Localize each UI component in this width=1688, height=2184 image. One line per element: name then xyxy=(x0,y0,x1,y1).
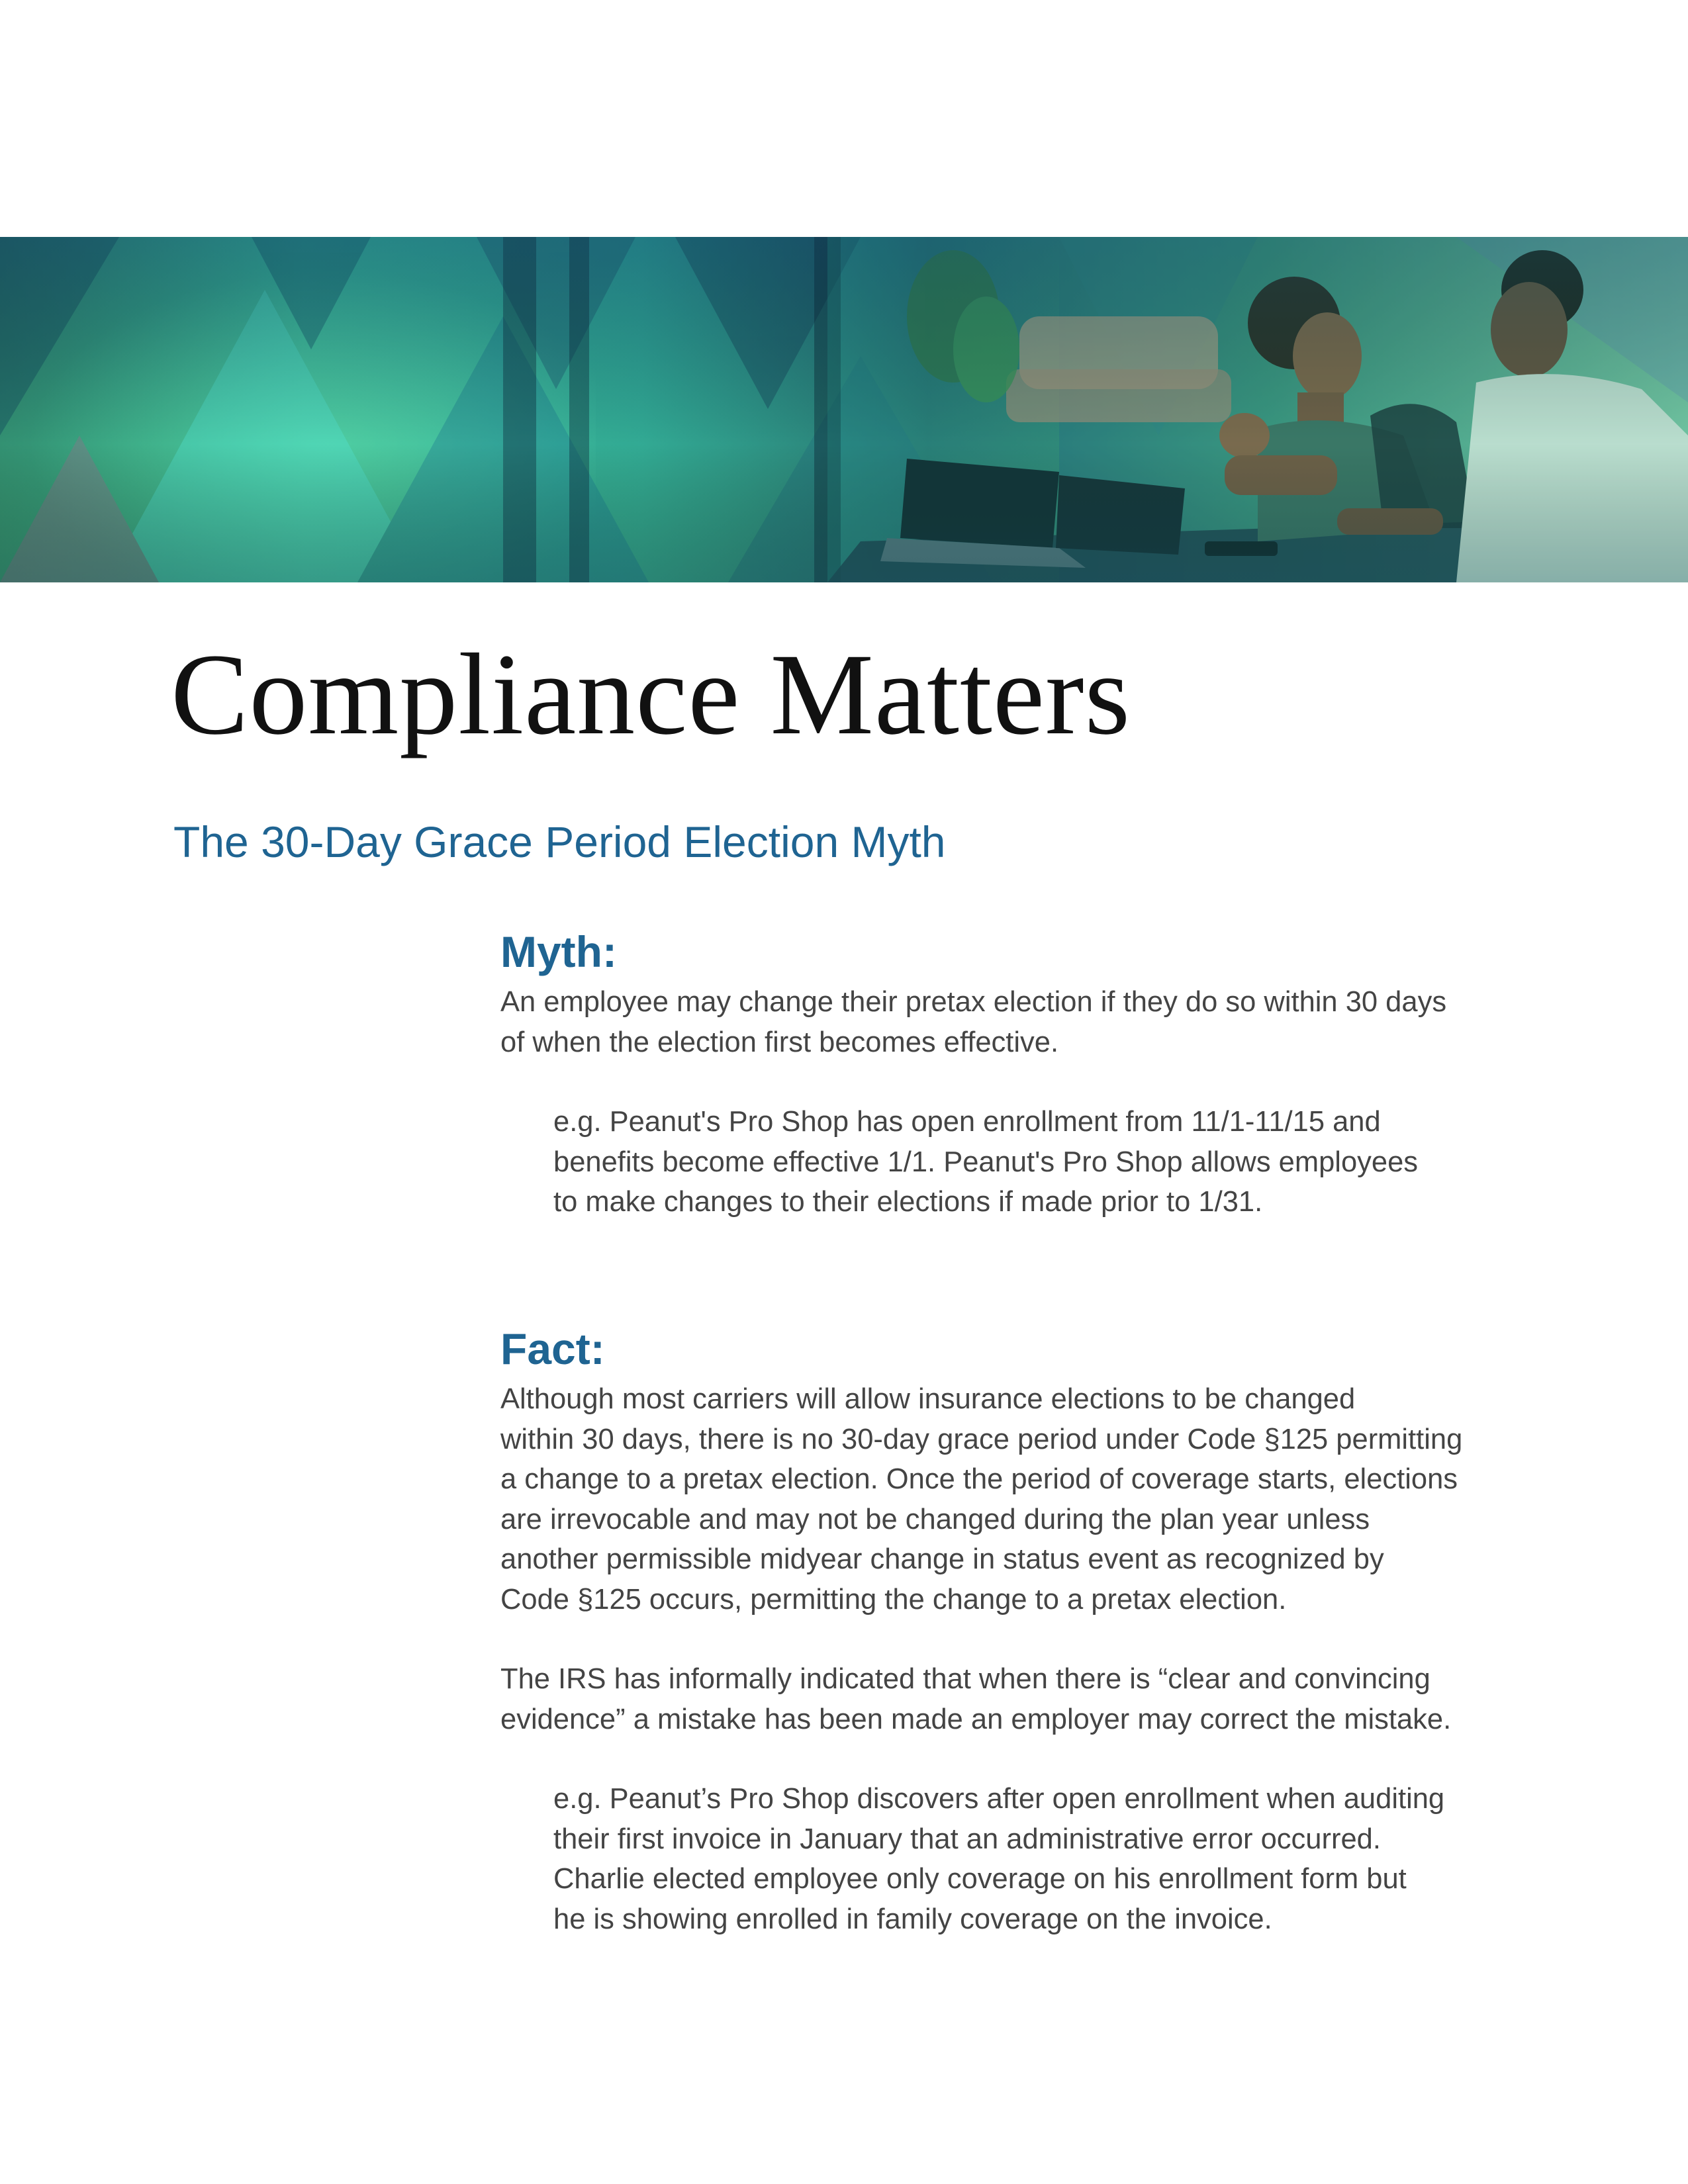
fact-paragraph-2 xyxy=(500,1659,1613,1739)
text-line: are irrevocable and may not be changed during the plan year unless xyxy=(500,1503,1370,1535)
fact-section xyxy=(500,1321,1613,1939)
header-banner-image xyxy=(0,237,1688,582)
text-line: An employee may change their pretax election if they do so within 30 days xyxy=(500,986,1447,1018)
fact-example xyxy=(500,1779,1613,1939)
fact-heading: Fact: xyxy=(500,1324,605,1373)
page-title: Compliance Matters xyxy=(171,630,1131,759)
text-line: e.g. Peanut’s Pro Shop discovers after open enrollment when auditing xyxy=(553,1783,1445,1815)
myth-example xyxy=(500,1102,1613,1222)
page-subtitle: The 30-Day Grace Period Election Myth xyxy=(173,817,946,866)
banner-artwork xyxy=(0,237,1688,582)
text-line: their first invoice in January that an administrative error occurred. xyxy=(553,1823,1381,1855)
text-line: he is showing enrolled in family coverage on the invoice. xyxy=(553,1903,1272,1935)
myth-heading: Myth: xyxy=(500,927,617,976)
text-line: evidence” a mistake has been made an employer may correct the mistake. xyxy=(500,1703,1452,1735)
text-line: Charlie elected employee only coverage on his enrollment form but xyxy=(553,1863,1407,1895)
text-line: Code §125 occurs, permitting the change to a pretax election. xyxy=(500,1583,1287,1615)
text-line: to make changes to their elections if made prior to 1/31. xyxy=(553,1186,1263,1218)
text-line: The IRS has informally indicated that when there is “clear and convincing xyxy=(500,1663,1430,1695)
text-line: Although most carriers will allow insurance elections to be changed xyxy=(500,1383,1356,1415)
myth-section xyxy=(500,924,1613,1222)
text-line: of when the election first becomes effective. xyxy=(500,1026,1059,1058)
text-line: benefits become effective 1/1. Peanut's Pro Shop allows employees xyxy=(553,1146,1419,1178)
text-line: within 30 days, there is no 30-day grace period under Code §125 permitting xyxy=(500,1423,1463,1455)
text-line: a change to a pretax election. Once the period of coverage starts, elections xyxy=(500,1463,1458,1495)
fact-paragraph-1 xyxy=(500,1379,1613,1619)
text-line: e.g. Peanut's Pro Shop has open enrollment from 11/1-11/15 and xyxy=(553,1106,1381,1138)
text-line: another permissible midyear change in status event as recognized by xyxy=(500,1543,1384,1575)
myth-statement xyxy=(500,982,1613,1062)
